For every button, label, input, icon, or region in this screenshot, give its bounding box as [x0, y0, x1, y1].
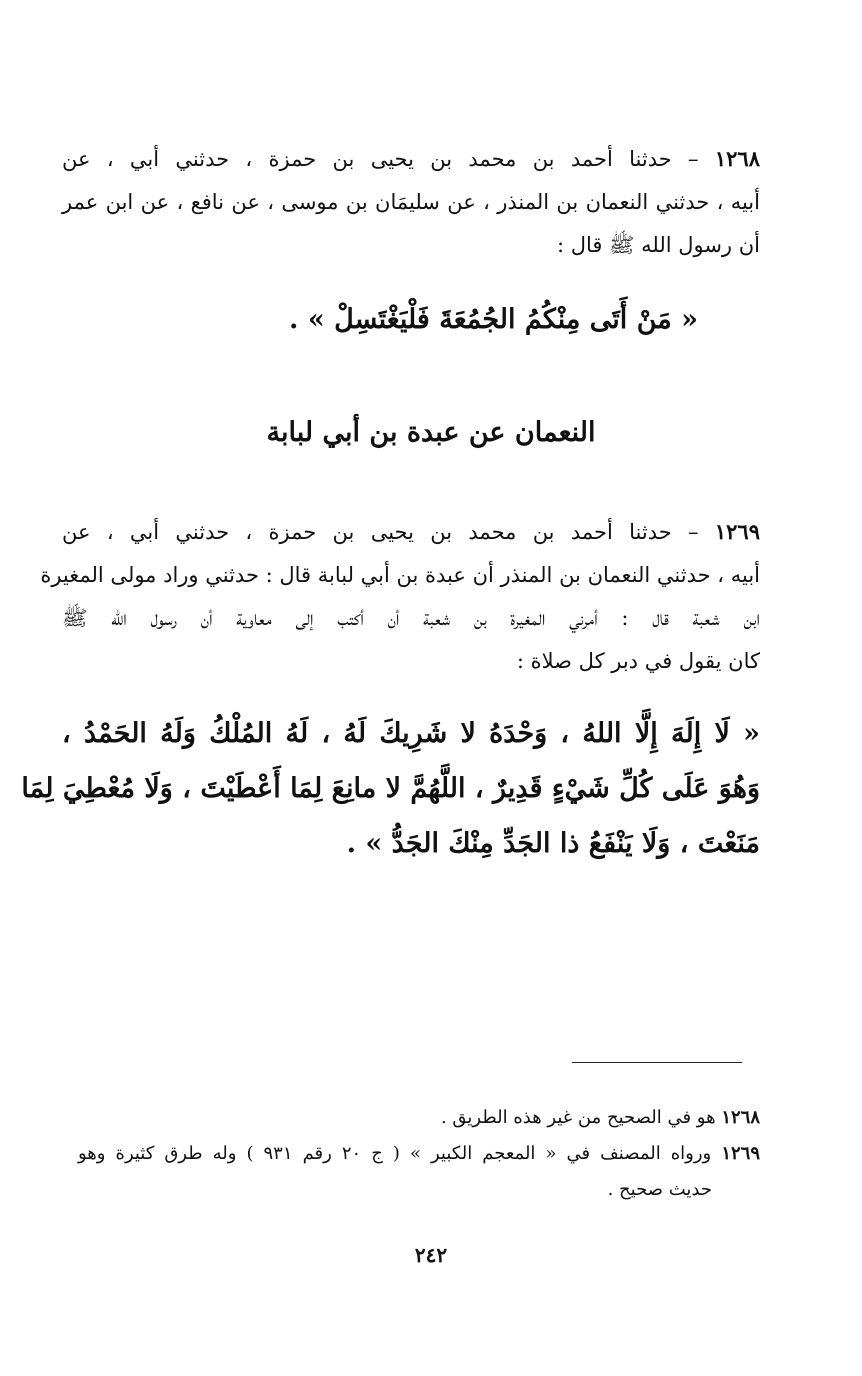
hadith-1269-line-3: ابن شعبة قال : أمرني المغيرة بن شعبة أن أكتب إلى معاوية أن رسول الله ﷺ [62, 606, 760, 630]
quote-line-3: مَنَعْتَ ، وَلَا يَنْفَعُ ذا الجَدِّ مِنْكَ الجَدُّ » . [346, 828, 760, 859]
hadith-1268-line-1: ١٢٦٨ – حدثنا أحمد بن محمد بن يحيى بن حمزة ، حدثني أبي ، عن [62, 146, 760, 171]
hadith-1268-line-2: أبيه ، حدثني النعمان بن المنذر ، عن سليمَان بن موسى ، عن نافع ، عن ابن عمر [62, 190, 760, 214]
quote-line-2: وَهُوَ عَلَى كُلِّ شَيْءٍ قَدِيرٌ ، اللَّهُمَّ لا مانِعَ لِمَا أَعْطَيْتَ ، وَلَا مُعْطِيَ لِمَا [21, 773, 760, 804]
hadith-1269-line-4: كان يقول في دبر كل صلاة : [516, 649, 760, 673]
hadith-number: ١٢٦٩ [714, 519, 760, 544]
quote-line: « مَنْ أَتَى مِنْكُمُ الجُمُعَةَ فَلْيَغْتَسِلْ » . [289, 304, 698, 335]
hadith-1269-line-1: ١٢٦٩ – حدثنا أحمد بن محمد بن يحيى بن حمزة ، حدثني أبي ، عن [62, 519, 760, 544]
hadith-number: ١٢٦٨ [714, 146, 760, 171]
footnote-1269: ١٢٦٩ ورواه المصنف في « المعجم الكبير » ( ج ٢٠ رقم ٩٣١ ) وله طرق كثيرة وهو [78, 1143, 760, 1164]
quote-line-1: « لَا إِلَهَ إِلَّا اللهُ ، وَحْدَهُ لا شَرِيكَ لَهُ ، لَهُ المُلْكُ وَلَهُ الحَمْدُ ، [62, 718, 760, 749]
hadith-1268 [62, 137, 760, 267]
hadith-1268-line-3: أن رسول الله ﷺ قال : [556, 233, 760, 257]
footnote-number: ١٢٦٨ [721, 1107, 760, 1128]
section-heading: النعمان عن عبدة بن أبي لبابة [266, 417, 596, 448]
hadith-1269-line-2: أبيه ، حدثني النعمان بن المنذر أن عبدة بن أبي لبابة قال : حدثني وراد مولى المغيرة [40, 563, 760, 587]
hadith-1269-quote [21, 706, 760, 871]
hadith-1269 [40, 510, 760, 683]
footnote-number: ١٢٦٩ [721, 1143, 760, 1164]
footnotes [78, 1100, 760, 1208]
footnote-1268: ١٢٦٨ هو في الصحيح من غير هذه الطريق . [440, 1107, 760, 1128]
footnote-1269-continuation: حديث صحيح . [607, 1179, 712, 1200]
page-number: ٢٤٢ [414, 1243, 448, 1267]
hadith-1268-quote [62, 292, 698, 347]
footnote-divider [572, 1062, 742, 1063]
